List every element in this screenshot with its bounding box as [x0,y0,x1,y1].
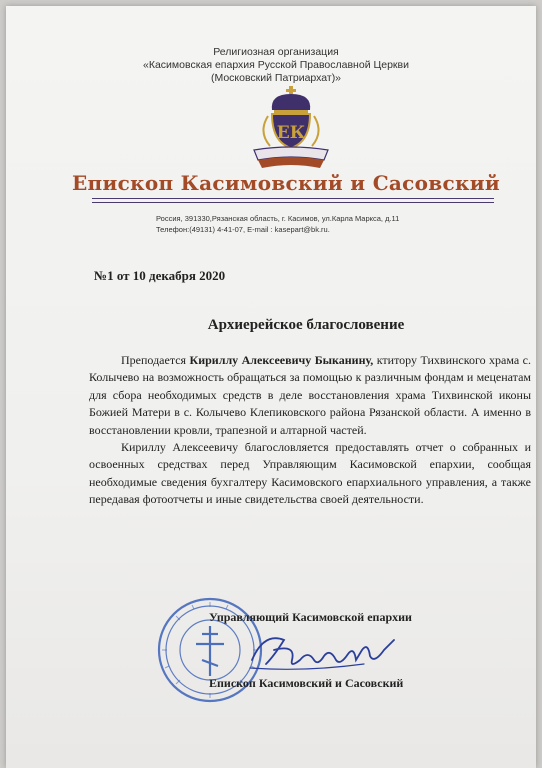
signatory-name: Епископ Касимовский и Сасовский [209,676,404,690]
org-line-2: «Касимовская епархия Русской Православной Церкви [143,59,409,71]
document-body [89,352,531,509]
organization-header [116,46,436,85]
diocese-emblem-icon [250,86,332,172]
address-text: Россия, 391330,Рязанская область, г. Касимов, ул.Карла Маркса, д.11 [156,214,400,223]
bishop-title: Епископ Касимовский и Сасовский [72,171,500,195]
org-line-3: (Московский Патриархат)» [210,72,342,84]
document-title: Архиерейское благословение [207,317,405,333]
header-divider-thin [92,202,494,203]
signatory-position: Управляющий Касимовской епархии [209,610,412,624]
letter-sheet [6,6,536,768]
recipient-name: Кириллу Алексеевичу Быканину, [189,353,374,367]
org-line-1: Религиозная организация [213,46,339,58]
header-divider [92,198,494,199]
paragraph-1-text: ктитору Тихвинского храма с. Колычево на возможность обращаться за помощью к различным фондам и меценатам для сбора необходимых средств в деле восстановления храма Тихвинской иконы Божией Матери в с. Колычево Клепиковского района Рязанской области. А именно в восстановлении кровли, трапезной и алтарной частей. [89,353,531,437]
contact-block [156,213,456,235]
phone-email-text: Телефон:(49131) 4-41-07, E-mail : kasepart@bk.ru. [156,225,330,234]
emblem-monogram: ЕК [276,123,306,143]
paragraph-2: Кириллу Алексеевичу благословляется предоставлять отчет о собранных и освоенных средствах перед Управляющим Касимовской епархии, сообщая необходимые сведения бухгалтеру Касимовского епархиального управления, а также передавая фотоотчеты и иные свидетельства своей деятельности. [89,440,531,507]
handwritten-signature [244,620,414,678]
document-number-date: №1 от 10 декабря 2020 [94,268,226,283]
paragraph-1-lead: Преподается [121,353,190,367]
paragraph-1 [89,352,531,439]
